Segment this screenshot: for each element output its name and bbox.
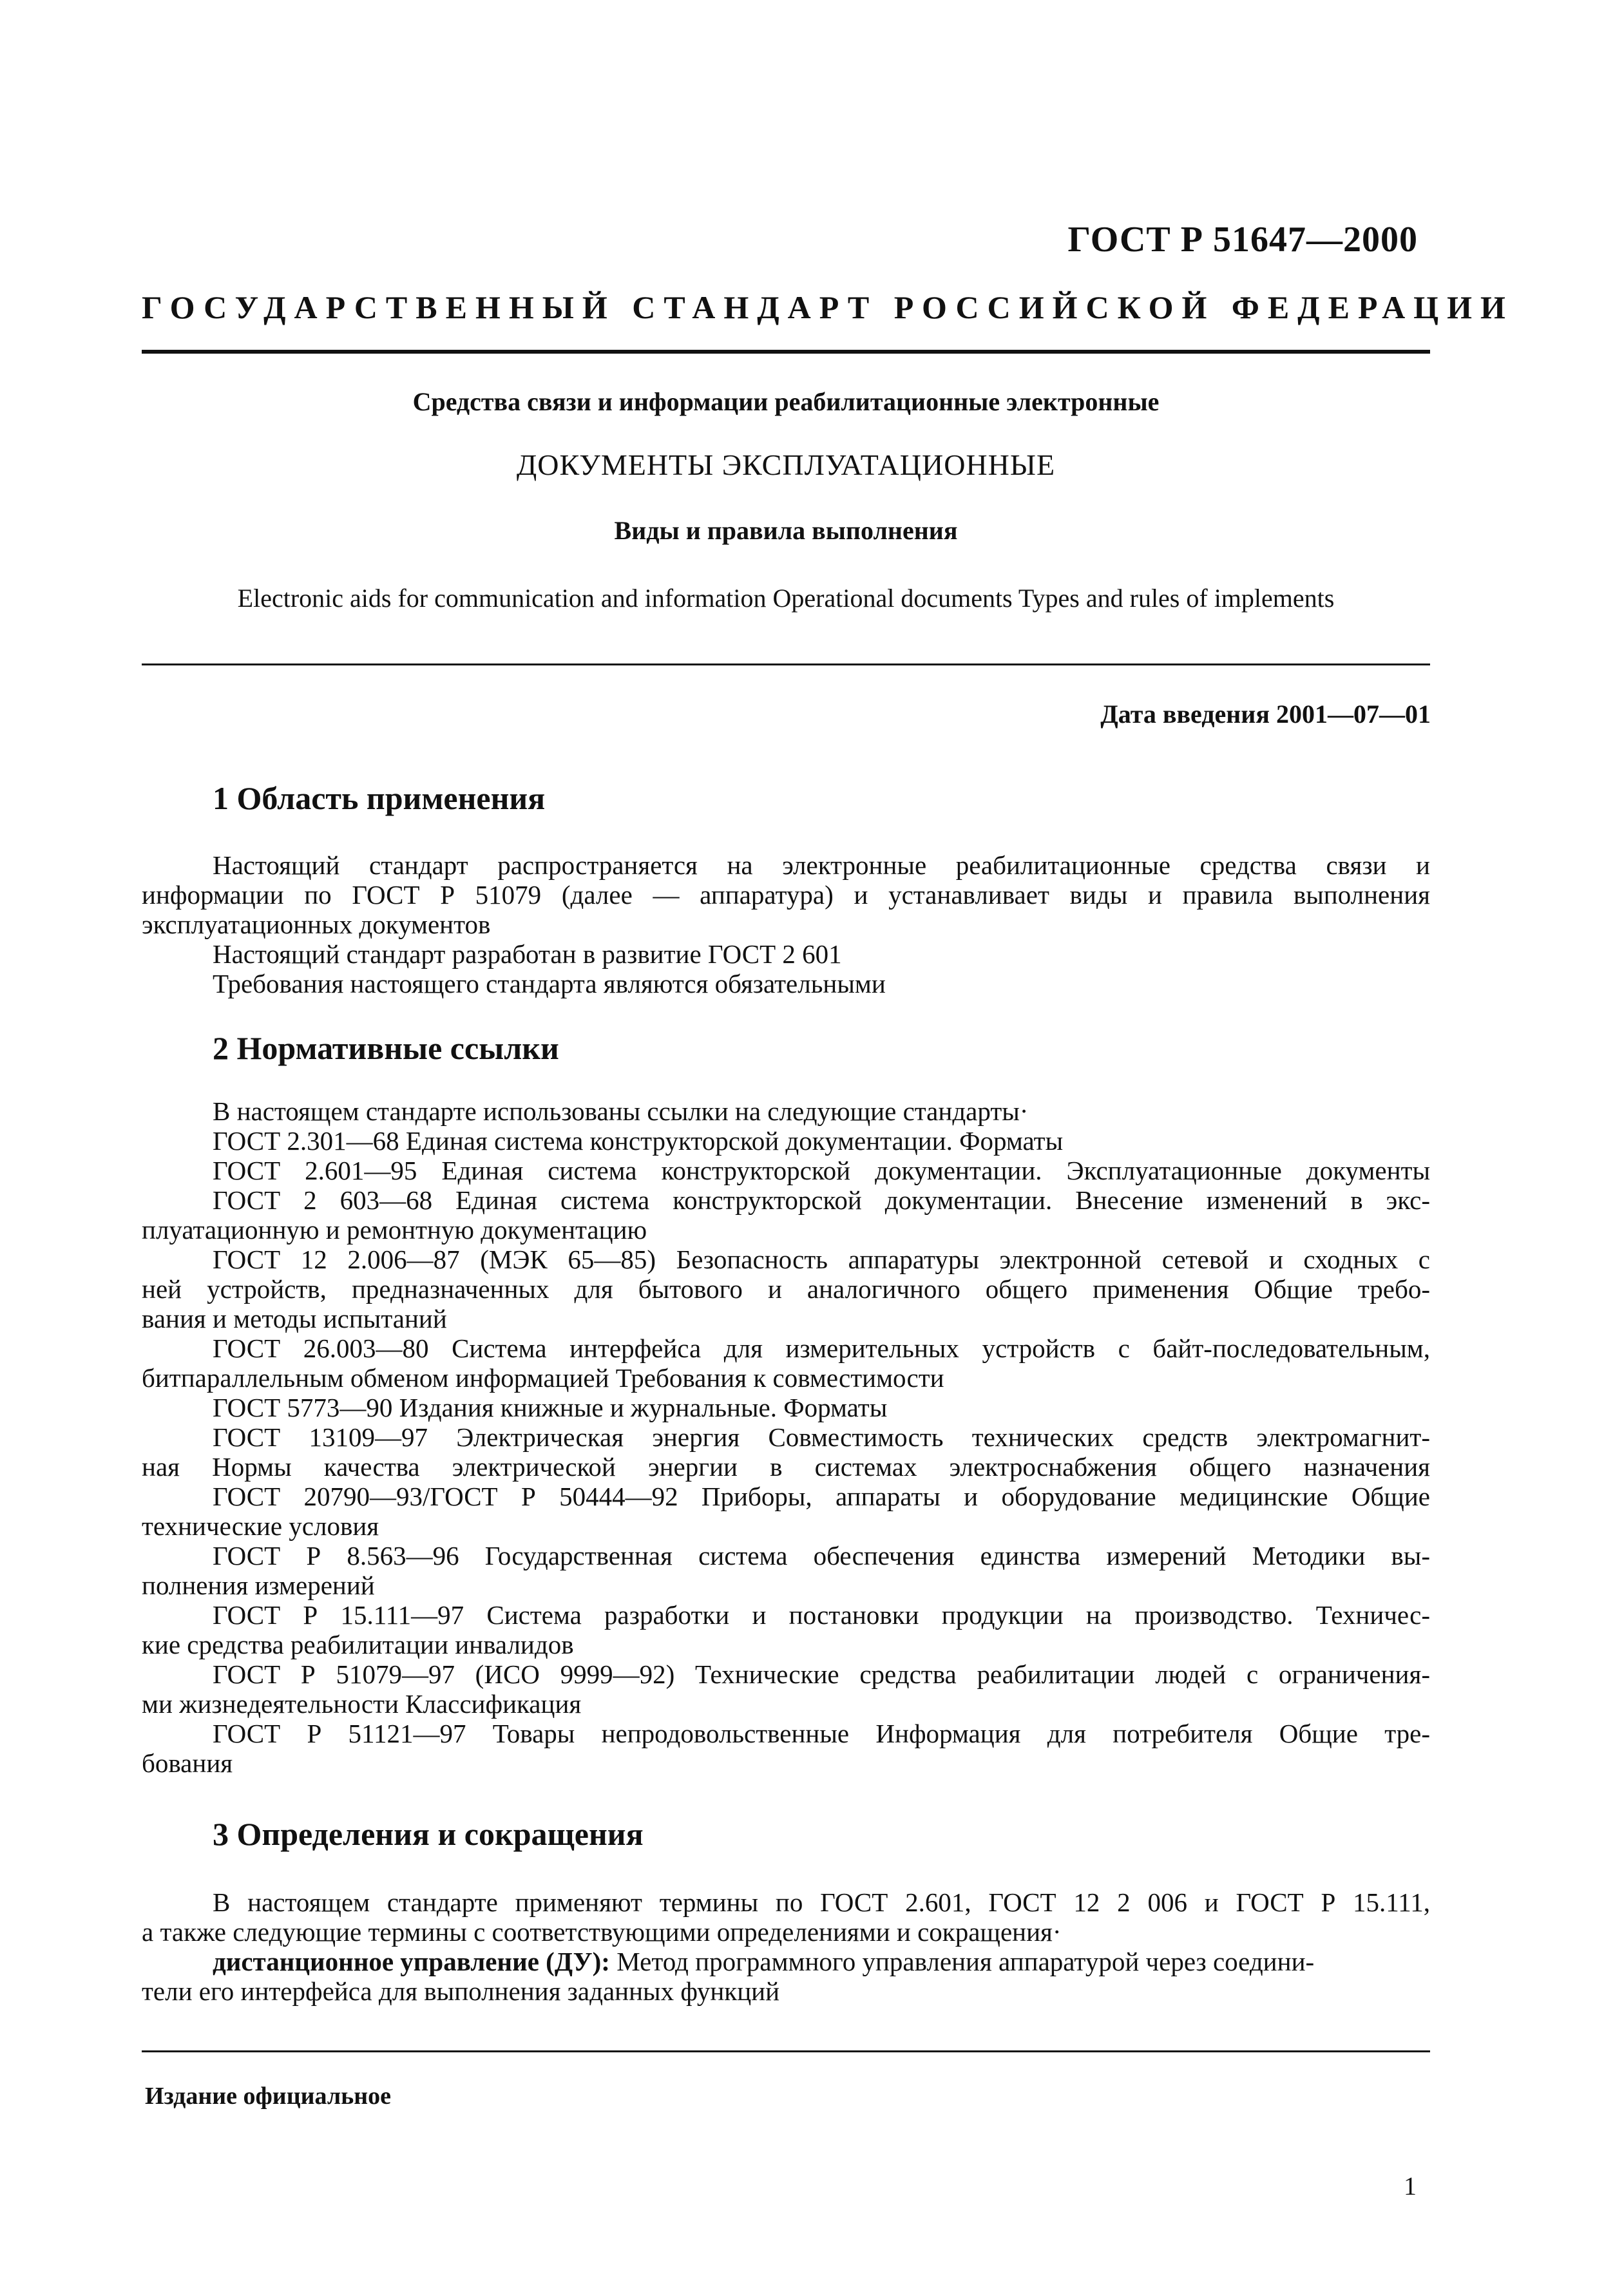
reference-line: ГОСТ Р 51079—97 (ИСО 9999—92) Технические средства реабилитации людей с ограничения-	[213, 1659, 1430, 1689]
text-line: тели его интерфейса для выполнения заданных функций	[142, 1976, 780, 2006]
header-rule	[142, 350, 1430, 354]
reference-line: плуатационную и ремонтную документацию	[142, 1215, 647, 1245]
reference-line: кие средства реабилитации инвалидов	[142, 1630, 574, 1659]
term-name: дистанционное управление (ДУ):	[213, 1947, 610, 1976]
text-line: информации по ГОСТ Р 51079 (далее — аппаратура) и устанавливает виды и правила выполнения	[142, 880, 1430, 910]
text-line: Требования настоящего стандарта являются обязательными	[213, 969, 886, 998]
english-title: Electronic aids for communication and information Operational documents Types and rules of implements	[237, 584, 1335, 613]
reference-line: полнения измерений	[142, 1570, 375, 1600]
section-heading-2: 2 Нормативные ссылки	[213, 1030, 559, 1066]
subject-line: Средства связи и информации реабилитационные электронные	[412, 387, 1160, 416]
text-line: а также следующие термины с соответствующими определениями и сокращения·	[142, 1917, 1062, 1947]
text-line: В настоящем стандарте применяют термины по ГОСТ 2.601, ГОСТ 12 2 006 и ГОСТ Р 15.111,	[213, 1887, 1430, 1917]
reference-line: ГОСТ Р 15.111—97 Система разработки и постановки продукции на производство. Техничес-	[213, 1600, 1430, 1630]
reference-line: битпараллельным обменом информацией Требования к совместимости	[142, 1363, 944, 1393]
document-number: ГОСТ Р 51647—2000	[1067, 220, 1418, 260]
section-heading-3: 3 Определения и сокращения	[213, 1816, 644, 1852]
reference-line: технические условия	[142, 1511, 379, 1541]
reference-line: вания и методы испытаний	[142, 1304, 447, 1333]
reference-line: ГОСТ 2 603—68 Единая система конструкторской документации. Внесение изменений в экс-	[213, 1185, 1430, 1215]
text-line: Настоящий стандарт разработан в развитие ГОСТ 2 601	[213, 939, 842, 969]
footer-rule	[142, 2050, 1430, 2052]
reference-line: бования	[142, 1748, 233, 1778]
reference-line: ней устройств, предназначенных для бытового и аналогичного общего применения Общие требо-	[142, 1274, 1430, 1304]
edition-label: Издание официальное	[145, 2083, 392, 2110]
page-number: 1	[1404, 2172, 1417, 2200]
text-line: эксплуатационных документов	[142, 910, 491, 939]
document-subtitle: Виды и правила выполнения	[614, 516, 958, 545]
reference-line: ГОСТ 2.301—68 Единая система конструкторской документации. Форматы	[213, 1126, 1064, 1156]
reference-line: ми жизнедеятельности Классификация	[142, 1689, 582, 1719]
state-standard-title: ГОСУДАРСТВЕННЫЙ СТАНДАРТ РОССИЙСКОЙ ФЕДЕРАЦИИ	[142, 289, 1514, 325]
section-heading-1: 1 Область применения	[213, 780, 546, 816]
reference-line: ГОСТ 13109—97 Электрическая энергия Совместимость технических средств электромагнит-	[213, 1422, 1430, 1452]
term-definition	[142, 1947, 1430, 1976]
reference-line: ная Нормы качества электрической энергии в системах электроснабжения общего назначения	[142, 1452, 1430, 1482]
reference-line: ГОСТ 26.003—80 Система интерфейса для измерительных устройств с байт-последовательным,	[213, 1333, 1430, 1363]
reference-line: ГОСТ 2.601—95 Единая система конструкторской документации. Эксплуатационные документы	[213, 1156, 1430, 1185]
term-text: Метод программного управления аппаратурой через соедини-	[609, 1947, 1315, 1976]
text-line: Настоящий стандарт распространяется на электронные реабилитационные средства связи и	[213, 850, 1430, 880]
reference-line: ГОСТ 20790—93/ГОСТ Р 50444—92 Приборы, аппараты и оборудование медицинские Общие	[213, 1482, 1430, 1511]
title-rule	[142, 663, 1430, 665]
introduction-date: Дата введения 2001—07—01	[1100, 700, 1431, 729]
document-title: ДОКУМЕНТЫ ЭКСПЛУАТАЦИОННЫЕ	[516, 448, 1056, 481]
reference-line: ГОСТ Р 8.563—96 Государственная система обеспечения единства измерений Методики вы-	[213, 1541, 1430, 1570]
reference-line: ГОСТ 5773—90 Издания книжные и журнальные. Форматы	[213, 1393, 888, 1422]
reference-line: ГОСТ Р 51121—97 Товары непродовольственные Информация для потребителя Общие тре-	[213, 1719, 1430, 1748]
reference-line: ГОСТ 12 2.006—87 (МЭК 65—85) Безопасность аппаратуры электронной сетевой и сходных с	[213, 1245, 1430, 1274]
reference-line: В настоящем стандарте использованы ссылки на следующие стандарты·	[213, 1096, 1029, 1126]
